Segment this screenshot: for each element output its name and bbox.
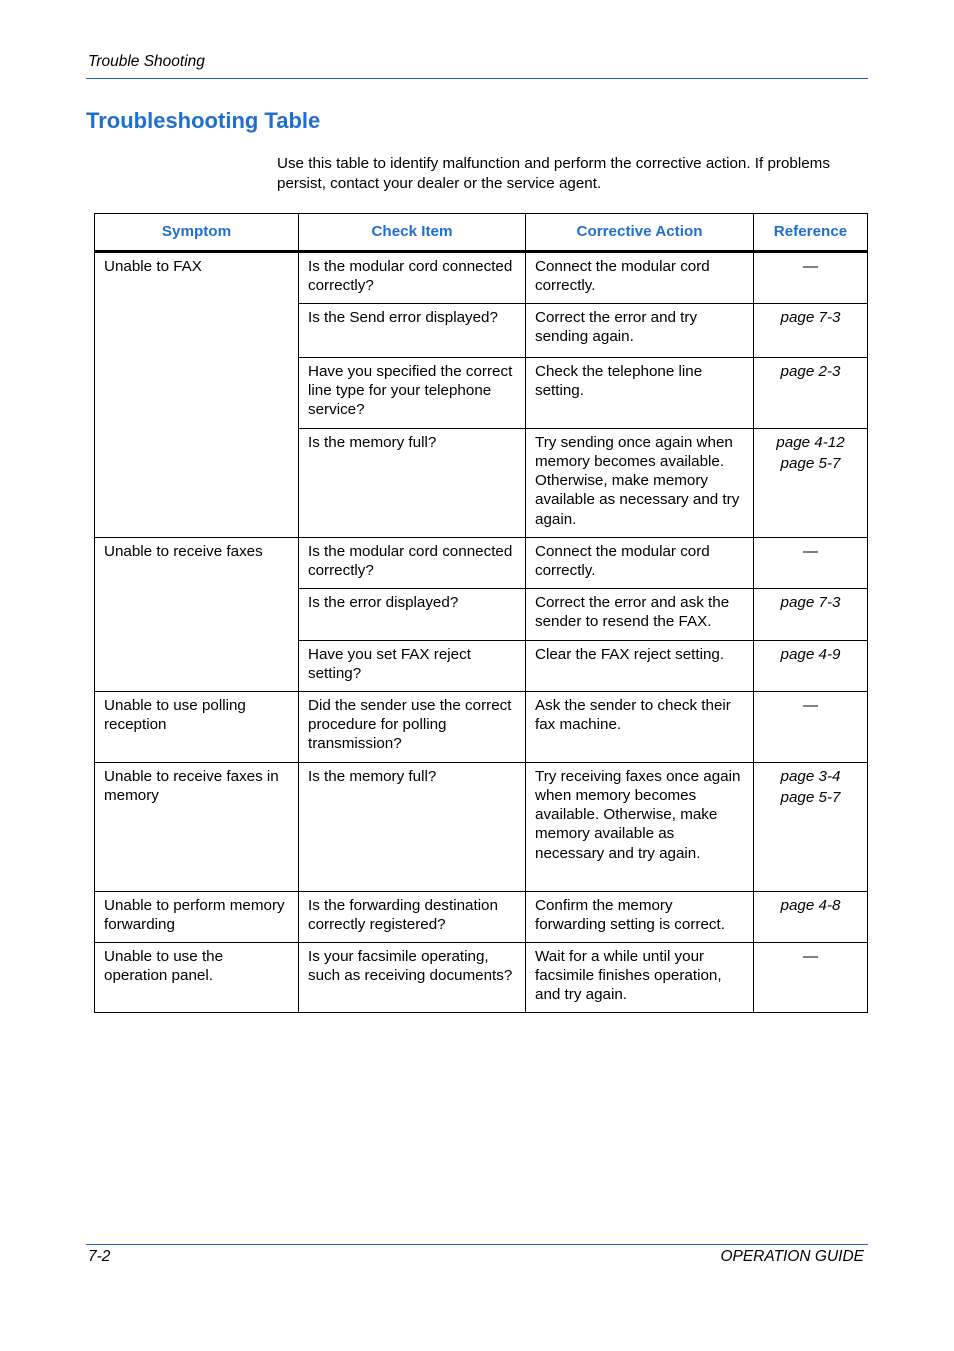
table-row <box>95 942 868 1012</box>
reference-link[interactable]: page 4-12 <box>776 433 845 451</box>
corrective-action-cell: Wait for a while until your facsimile finishes operation, and try again. <box>526 942 754 1012</box>
check-item-cell: Is the memory full? <box>299 428 526 537</box>
check-item-cell: Is the modular cord connected correctly? <box>299 252 526 304</box>
reference-cell <box>754 891 868 942</box>
corrective-action-cell: Connect the modular cord correctly. <box>526 537 754 588</box>
reference-cell <box>754 357 868 428</box>
corrective-action-cell: Correct the error and try sending again. <box>526 303 754 357</box>
running-header: Trouble Shooting <box>88 53 205 70</box>
table-row <box>95 691 868 762</box>
column-header-corrective-action: Corrective Action <box>526 214 754 252</box>
check-item-cell: Is the error displayed? <box>299 588 526 640</box>
reference-cell <box>754 537 868 588</box>
reference-cell <box>754 588 868 640</box>
page-title: Troubleshooting Table <box>86 108 321 133</box>
corrective-action-cell: Ask the sender to check their fax machine. <box>526 691 754 762</box>
reference-cell <box>754 640 868 691</box>
troubleshooting-table <box>94 213 868 1013</box>
column-header-check-item: Check Item <box>299 214 526 252</box>
table-row <box>95 537 868 588</box>
reference-text: — <box>802 947 819 965</box>
check-item-cell: Did the sender use the correct procedure for polling transmission? <box>299 691 526 762</box>
reference-link[interactable]: page 5-7 <box>780 454 841 472</box>
symptom-cell: Unable to use polling reception <box>95 691 299 762</box>
reference-link[interactable]: page 2-3 <box>780 362 841 380</box>
check-item-cell: Have you set FAX reject setting? <box>299 640 526 691</box>
reference-link[interactable]: page 4-8 <box>780 896 841 914</box>
reference-cell <box>754 428 868 537</box>
reference-link[interactable]: page 7-3 <box>780 593 841 611</box>
column-header-reference: Reference <box>754 214 868 252</box>
footer-divider <box>86 1244 868 1245</box>
intro-paragraph: Use this table to identify malfunction and perform the corrective action. If problems persist, contact your dealer or the service agent. <box>277 155 830 192</box>
symptom-cell: Unable to receive faxes <box>95 537 299 691</box>
symptom-cell: Unable to use the operation panel. <box>95 942 299 1012</box>
reference-cell <box>754 303 868 357</box>
table-header-row <box>95 214 868 252</box>
symptom-cell: Unable to receive faxes in memory <box>95 762 299 891</box>
corrective-action-cell: Check the telephone line setting. <box>526 357 754 428</box>
reference-cell <box>754 691 868 762</box>
reference-cell <box>754 252 868 304</box>
table-row <box>95 252 868 304</box>
check-item-cell: Is your facsimile operating, such as receiving documents? <box>299 942 526 1012</box>
reference-text: — <box>802 542 819 560</box>
table-row <box>95 762 868 891</box>
check-item-cell: Is the Send error displayed? <box>299 303 526 357</box>
header-divider <box>86 78 868 79</box>
corrective-action-cell: Connect the modular cord correctly. <box>526 252 754 304</box>
column-header-symptom: Symptom <box>95 214 299 252</box>
guide-name: OPERATION GUIDE <box>720 1248 864 1265</box>
check-item-cell: Have you specified the correct line type for your telephone service? <box>299 357 526 428</box>
corrective-action-cell: Try receiving faxes once again when memory becomes available. Otherwise, make memory available as necessary and try again. <box>526 762 754 891</box>
reference-text: — <box>802 258 819 275</box>
table-row <box>95 891 868 942</box>
reference-link[interactable]: page 3-4 <box>780 767 841 785</box>
check-item-cell: Is the memory full? <box>299 762 526 891</box>
reference-text: — <box>802 696 819 714</box>
page-number: 7-2 <box>88 1248 111 1265</box>
corrective-action-cell: Correct the error and ask the sender to resend the FAX. <box>526 588 754 640</box>
corrective-action-cell: Try sending once again when memory becomes available. Otherwise, make memory available as necessary and try again. <box>526 428 754 537</box>
reference-link[interactable]: page 5-7 <box>780 788 841 806</box>
corrective-action-cell: Confirm the memory forwarding setting is correct. <box>526 891 754 942</box>
check-item-cell: Is the forwarding destination correctly registered? <box>299 891 526 942</box>
symptom-cell: Unable to perform memory forwarding <box>95 891 299 942</box>
reference-link[interactable]: page 7-3 <box>780 308 841 326</box>
reference-cell <box>754 762 868 891</box>
symptom-cell: Unable to FAX <box>95 252 299 538</box>
reference-link[interactable]: page 4-9 <box>780 645 841 663</box>
corrective-action-cell: Clear the FAX reject setting. <box>526 640 754 691</box>
check-item-cell: Is the modular cord connected correctly? <box>299 537 526 588</box>
reference-cell <box>754 942 868 1012</box>
